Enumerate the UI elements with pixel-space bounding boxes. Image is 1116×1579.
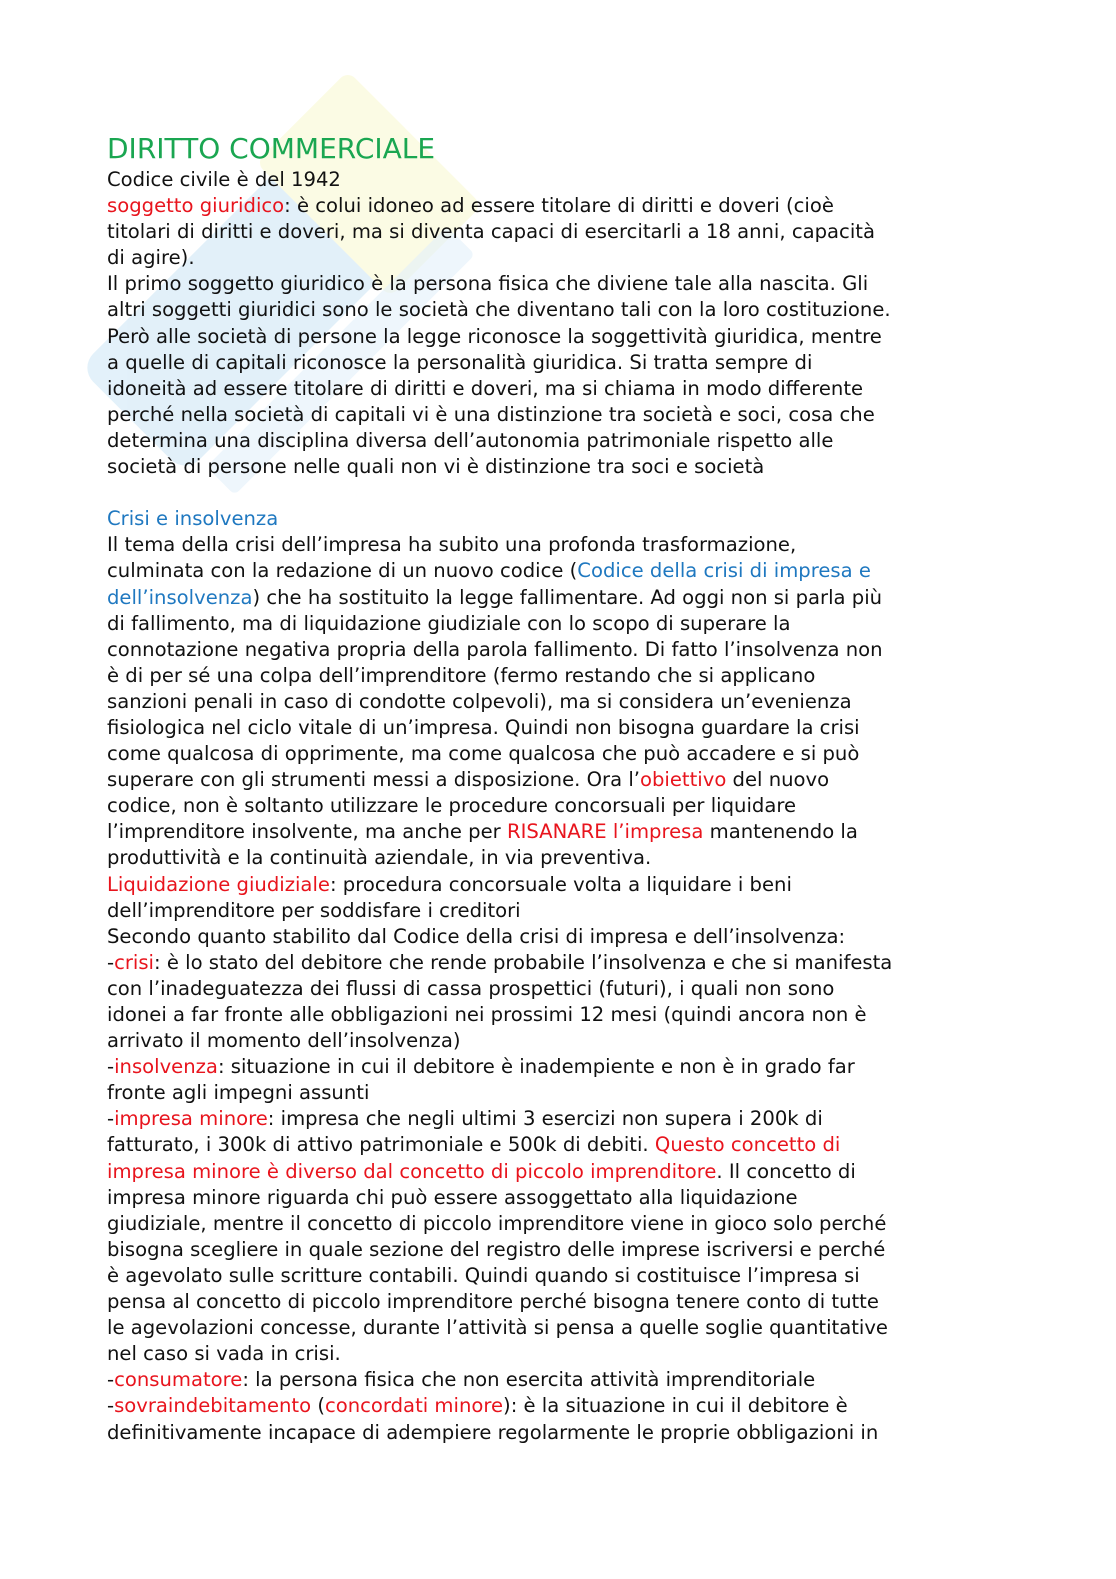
body-text: . Il concetto di	[716, 1159, 856, 1183]
text-line	[107, 1315, 1076, 1341]
body-text: ) che ha sostituito la legge fallimentare. Ad oggi non si parla più	[252, 585, 883, 609]
body-text: (	[311, 1394, 325, 1418]
section-heading-text: dell’insolvenza	[107, 585, 253, 609]
text-line	[107, 611, 1076, 637]
highlighted-term: RISANARE l’impresa	[506, 820, 704, 844]
text-line	[107, 872, 1076, 898]
body-text: : situazione in cui il debitore è inadempiente e non è in grado far	[217, 1055, 855, 1079]
body-text: Secondo quanto stabilito dal Codice della crisi di impresa e dell’insolvenza:	[107, 924, 846, 948]
text-line	[107, 819, 1076, 845]
body-text: mantenendo la	[703, 820, 858, 844]
text-line	[107, 532, 1076, 558]
text-line	[107, 1106, 1076, 1132]
text-line	[107, 1159, 1076, 1185]
highlighted-term: Liquidazione giudiziale	[107, 872, 330, 896]
body-text: è agevolato sulle scritture contabili. Quindi quando si costituisce l’impresa si	[107, 1263, 860, 1287]
body-text: : la persona fisica che non esercita attività imprenditoriale	[242, 1368, 816, 1392]
text-line	[107, 480, 1076, 506]
highlighted-term: concordati minore	[324, 1394, 504, 1418]
highlighted-term: impresa minore è diverso dal concetto di piccolo imprenditore	[107, 1159, 717, 1183]
highlighted-term: sovraindebitamento	[114, 1394, 312, 1418]
body-text: Il tema della crisi dell’impresa ha subito una profonda trasformazione,	[107, 533, 797, 557]
body-text: definitivamente incapace di adempiere regolarmente le proprie obbligazioni in	[107, 1420, 879, 1444]
text-line	[107, 741, 1076, 767]
body-text: produttività e la continuità aziendale, in via preventiva.	[107, 846, 652, 870]
body-text: bisogna scegliere in quale sezione del registro delle imprese iscriversi e perché	[107, 1237, 886, 1261]
text-line	[107, 637, 1076, 663]
body-text: Codice civile è del 1942	[107, 168, 341, 191]
highlighted-term: impresa minore	[114, 1107, 268, 1131]
text-line	[107, 793, 1076, 819]
text-line	[107, 1237, 1076, 1263]
body-text: codice, non è soltanto utilizzare le procedure concorsuali per liquidare	[107, 794, 797, 818]
text-line	[107, 219, 1076, 245]
section-heading-text: Codice della crisi di impresa e	[577, 559, 871, 583]
body-text: : procedura concorsuale volta a liquidare i beni	[329, 872, 792, 896]
text-line	[107, 976, 1076, 1002]
text-line	[107, 1263, 1076, 1289]
highlighted-term: insolvenza	[114, 1055, 218, 1079]
text-line	[107, 924, 1076, 950]
body-text: come qualcosa di opprimente, ma come qualcosa che può accadere e si può	[107, 742, 860, 766]
text-line	[107, 193, 1076, 219]
text-line	[107, 271, 1076, 297]
highlighted-term: crisi	[114, 950, 155, 974]
body-text: a quelle di capitali riconosce la personalità giuridica. Si tratta sempre di	[107, 350, 813, 374]
text-line	[107, 428, 1076, 454]
body-text: nel caso si vada in crisi.	[107, 1342, 341, 1366]
body-text: è di per sé una colpa dell’imprenditore (fermo restando che si applicano	[107, 663, 816, 687]
body-text: culminata con la redazione di un nuovo codice (	[107, 559, 578, 583]
body-text: fronte agli impegni assunti	[107, 1081, 370, 1105]
text-line	[107, 950, 1076, 976]
text-line	[107, 350, 1076, 376]
text-line	[107, 1341, 1076, 1367]
body-text: determina una disciplina diversa dell’autonomia patrimoniale rispetto alle	[107, 428, 834, 452]
body-text: -	[107, 1055, 115, 1079]
body-text: : è lo stato del debitore che rende probabile l’insolvenza e che si manifesta	[154, 950, 893, 974]
body-text: di agire).	[107, 246, 195, 270]
document-title: DIRITTO COMMERCIALE	[107, 132, 436, 165]
body-text: arrivato il momento dell’insolvenza)	[107, 1029, 461, 1053]
text-line	[107, 1132, 1076, 1158]
body-text: -	[107, 1368, 115, 1392]
body-text: : impresa che negli ultimi 3 esercizi non supera i 200k di	[267, 1107, 823, 1131]
text-line	[107, 297, 1076, 323]
text-line	[107, 1393, 1076, 1419]
body-text: impresa minore riguarda chi può essere assoggettato alla liquidazione	[107, 1185, 798, 1209]
highlighted-term: obiettivo	[640, 768, 727, 792]
text-line	[107, 454, 1076, 480]
highlighted-term: Questo concetto di	[654, 1133, 841, 1157]
body-text: -	[107, 1107, 115, 1131]
body-text: Però alle società di persone la legge riconosce la soggettività giuridica, mentre	[107, 324, 882, 348]
body-text: dell’imprenditore per soddisfare i creditori	[107, 898, 521, 922]
text-line	[107, 1420, 1076, 1446]
text-line	[107, 324, 1076, 350]
body-text: le agevolazioni concesse, durante l’attività si pensa a quelle soglie quantitative	[107, 1316, 888, 1340]
body-text: sanzioni penali in caso di condotte colpevoli), ma si considera un’evenienza	[107, 689, 852, 713]
body-text: fisiologica nel ciclo vitale di un’impresa. Quindi non bisogna guardare la crisi	[107, 715, 860, 739]
text-line	[107, 689, 1076, 715]
text-line	[107, 1367, 1076, 1393]
text-line	[107, 663, 1076, 689]
body-text: : è colui idoneo ad essere titolare di diritti e doveri (cioè	[284, 194, 834, 218]
body-text: perché nella società di capitali vi è una distinzione tra società e soci, cosa che	[107, 402, 875, 426]
section-heading-text: Crisi e insolvenza	[107, 507, 279, 531]
text-line	[107, 245, 1076, 271]
body-text: del nuovo	[726, 768, 830, 792]
highlighted-term: soggetto giuridico	[107, 194, 285, 218]
text-line	[107, 1080, 1076, 1106]
body-text: società di persone nelle quali non vi è distinzione tra soci e società	[107, 455, 765, 479]
text-line	[107, 167, 1076, 193]
body-text: l’imprenditore insolvente, ma anche per	[107, 820, 507, 844]
body-text: fatturato, i 300k di attivo patrimoniale e 500k di debiti.	[107, 1133, 655, 1157]
body-text: con l’inadeguatezza dei flussi di cassa prospettici (futuri), i quali non sono	[107, 976, 835, 1000]
body-text: Il primo soggetto giuridico è la persona fisica che diviene tale alla nascita. Gli	[107, 272, 869, 296]
body-text: connotazione negativa propria della parola fallimento. Di fatto l’insolvenza non	[107, 637, 883, 661]
body-text: -	[107, 950, 115, 974]
body-text: giudiziale, mentre il concetto di piccolo imprenditore viene in gioco solo perché	[107, 1211, 887, 1235]
document-page	[107, 131, 1076, 1446]
text-line	[107, 558, 1076, 584]
highlighted-term: consumatore	[114, 1368, 243, 1392]
body-text: altri soggetti giuridici sono le società che diventano tali con la loro costituzione.	[107, 298, 891, 322]
body-text: ): è la situazione in cui il debitore è	[503, 1394, 848, 1418]
text-line	[107, 1028, 1076, 1054]
text-line	[107, 767, 1076, 793]
body-text: titolari di diritti e doveri, ma si diventa capaci di esercitarli a 18 anni, capacità	[107, 220, 875, 244]
body-text: idonei a far fronte alle obbligazioni nei prossimi 12 mesi (quindi ancora non è	[107, 1003, 867, 1026]
body-text: di fallimento, ma di liquidazione giudiziale con lo scopo di superare la	[107, 611, 791, 635]
text-line	[107, 1002, 1076, 1028]
text-line	[107, 402, 1076, 428]
text-line	[107, 585, 1076, 611]
text-line	[107, 898, 1076, 924]
text-line	[107, 715, 1076, 741]
text-line	[107, 506, 1076, 532]
body-text: -	[107, 1394, 115, 1418]
text-line	[107, 1185, 1076, 1211]
text-line	[107, 376, 1076, 402]
text-line	[107, 1289, 1076, 1315]
body-text: superare con gli strumenti messi a disposizione. Ora l’	[107, 768, 640, 792]
text-line	[107, 1211, 1076, 1237]
document-body	[107, 167, 1076, 1446]
body-text: idoneità ad essere titolare di diritti e doveri, ma si chiama in modo differente	[107, 376, 864, 400]
body-text: pensa al concetto di piccolo imprenditore perché bisogna tenere conto di tutte	[107, 1290, 879, 1314]
text-line	[107, 845, 1076, 871]
text-line	[107, 1054, 1076, 1080]
